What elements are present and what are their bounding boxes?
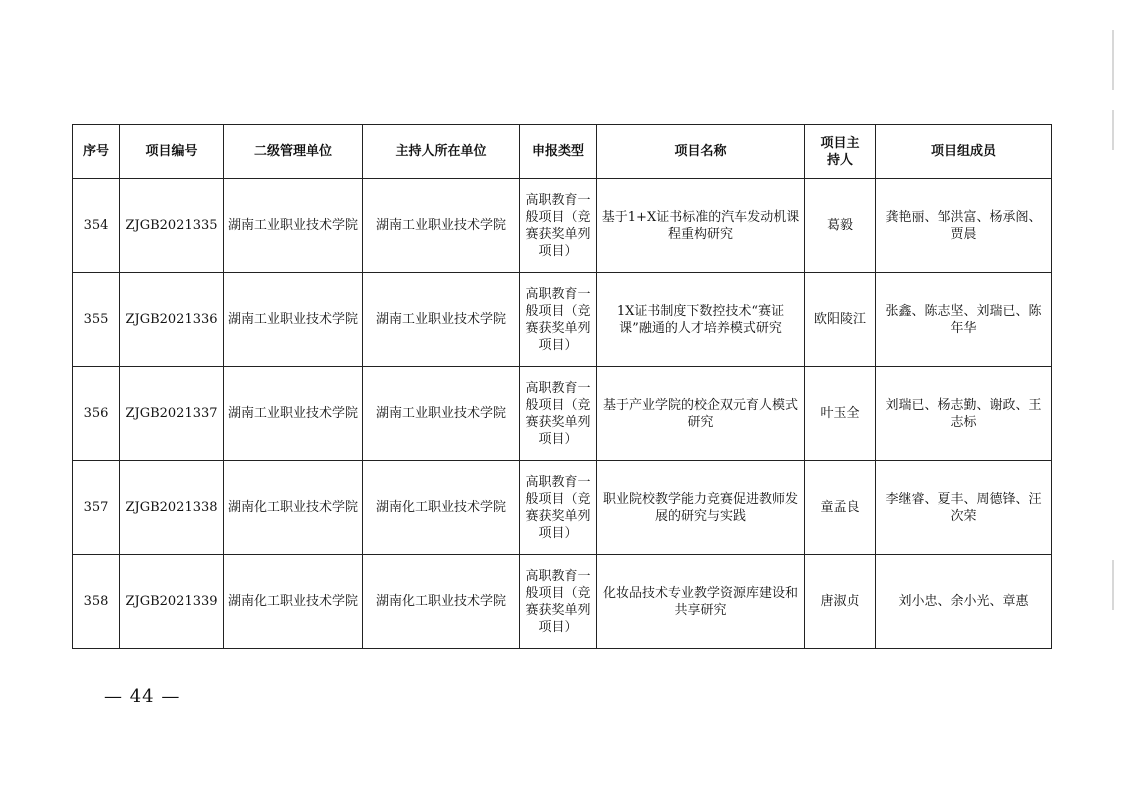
cell-project-name: 化妆品技术专业教学资源库建设和共享研究 [597, 555, 805, 649]
cell-admin-unit: 湖南工业职业技术学院 [224, 273, 363, 367]
cell-members: 刘瑞已、杨志勤、谢政、王志标 [876, 367, 1052, 461]
cell-members: 龚艳丽、邹洪富、杨承阁、贾晨 [876, 179, 1052, 273]
cell-host: 唐淑贞 [805, 555, 876, 649]
project-table [72, 124, 1052, 649]
cell-type: 高职教育一般项目（竞赛获奖单列项目） [520, 367, 597, 461]
cell-code: ZJGB2021338 [120, 461, 224, 555]
cell-members: 刘小忠、余小光、章惠 [876, 555, 1052, 649]
table-row [73, 367, 1052, 461]
cell-admin-unit: 湖南化工职业技术学院 [224, 555, 363, 649]
header-host-unit: 主持人所在单位 [363, 125, 520, 179]
header-type: 申报类型 [520, 125, 597, 179]
table-row [73, 461, 1052, 555]
cell-type: 高职教育一般项目（竞赛获奖单列项目） [520, 179, 597, 273]
table-row [73, 555, 1052, 649]
cell-no: 356 [73, 367, 120, 461]
page-number: — 44 — [104, 686, 181, 707]
scan-edge-mark [1112, 560, 1114, 610]
cell-members: 张鑫、陈志坚、刘瑞已、陈年华 [876, 273, 1052, 367]
scan-edge-mark [1112, 110, 1114, 150]
cell-no: 355 [73, 273, 120, 367]
cell-host-unit: 湖南化工职业技术学院 [363, 461, 520, 555]
cell-project-name: 1X证书制度下数控技术“赛证课”融通的人才培养模式研究 [597, 273, 805, 367]
header-admin-unit: 二级管理单位 [224, 125, 363, 179]
header-name: 项目名称 [597, 125, 805, 179]
cell-host: 欧阳陵江 [805, 273, 876, 367]
table-row [73, 179, 1052, 273]
cell-code: ZJGB2021337 [120, 367, 224, 461]
cell-host-unit: 湖南化工职业技术学院 [363, 555, 520, 649]
cell-project-name: 基于1+X证书标准的汽车发动机课程重构研究 [597, 179, 805, 273]
cell-admin-unit: 湖南工业职业技术学院 [224, 367, 363, 461]
cell-no: 354 [73, 179, 120, 273]
cell-host-unit: 湖南工业职业技术学院 [363, 273, 520, 367]
cell-no: 357 [73, 461, 120, 555]
table-header-row [73, 125, 1052, 179]
cell-host: 童孟良 [805, 461, 876, 555]
cell-members: 李继睿、夏丰、周德锋、汪次荣 [876, 461, 1052, 555]
header-host: 项目主持人 [805, 125, 876, 179]
cell-host: 葛毅 [805, 179, 876, 273]
cell-host-unit: 湖南工业职业技术学院 [363, 367, 520, 461]
cell-code: ZJGB2021336 [120, 273, 224, 367]
header-members: 项目组成员 [876, 125, 1052, 179]
cell-admin-unit: 湖南工业职业技术学院 [224, 179, 363, 273]
scan-edge-mark [1112, 30, 1114, 90]
cell-host: 叶玉全 [805, 367, 876, 461]
cell-type: 高职教育一般项目（竞赛获奖单列项目） [520, 555, 597, 649]
cell-type: 高职教育一般项目（竞赛获奖单列项目） [520, 461, 597, 555]
cell-project-name: 职业院校教学能力竞赛促进教师发展的研究与实践 [597, 461, 805, 555]
cell-project-name: 基于产业学院的校企双元育人模式研究 [597, 367, 805, 461]
cell-no: 358 [73, 555, 120, 649]
table-row [73, 273, 1052, 367]
cell-host-unit: 湖南工业职业技术学院 [363, 179, 520, 273]
cell-code: ZJGB2021339 [120, 555, 224, 649]
header-code: 项目编号 [120, 125, 224, 179]
cell-code: ZJGB2021335 [120, 179, 224, 273]
header-no: 序号 [73, 125, 120, 179]
cell-admin-unit: 湖南化工职业技术学院 [224, 461, 363, 555]
cell-type: 高职教育一般项目（竞赛获奖单列项目） [520, 273, 597, 367]
